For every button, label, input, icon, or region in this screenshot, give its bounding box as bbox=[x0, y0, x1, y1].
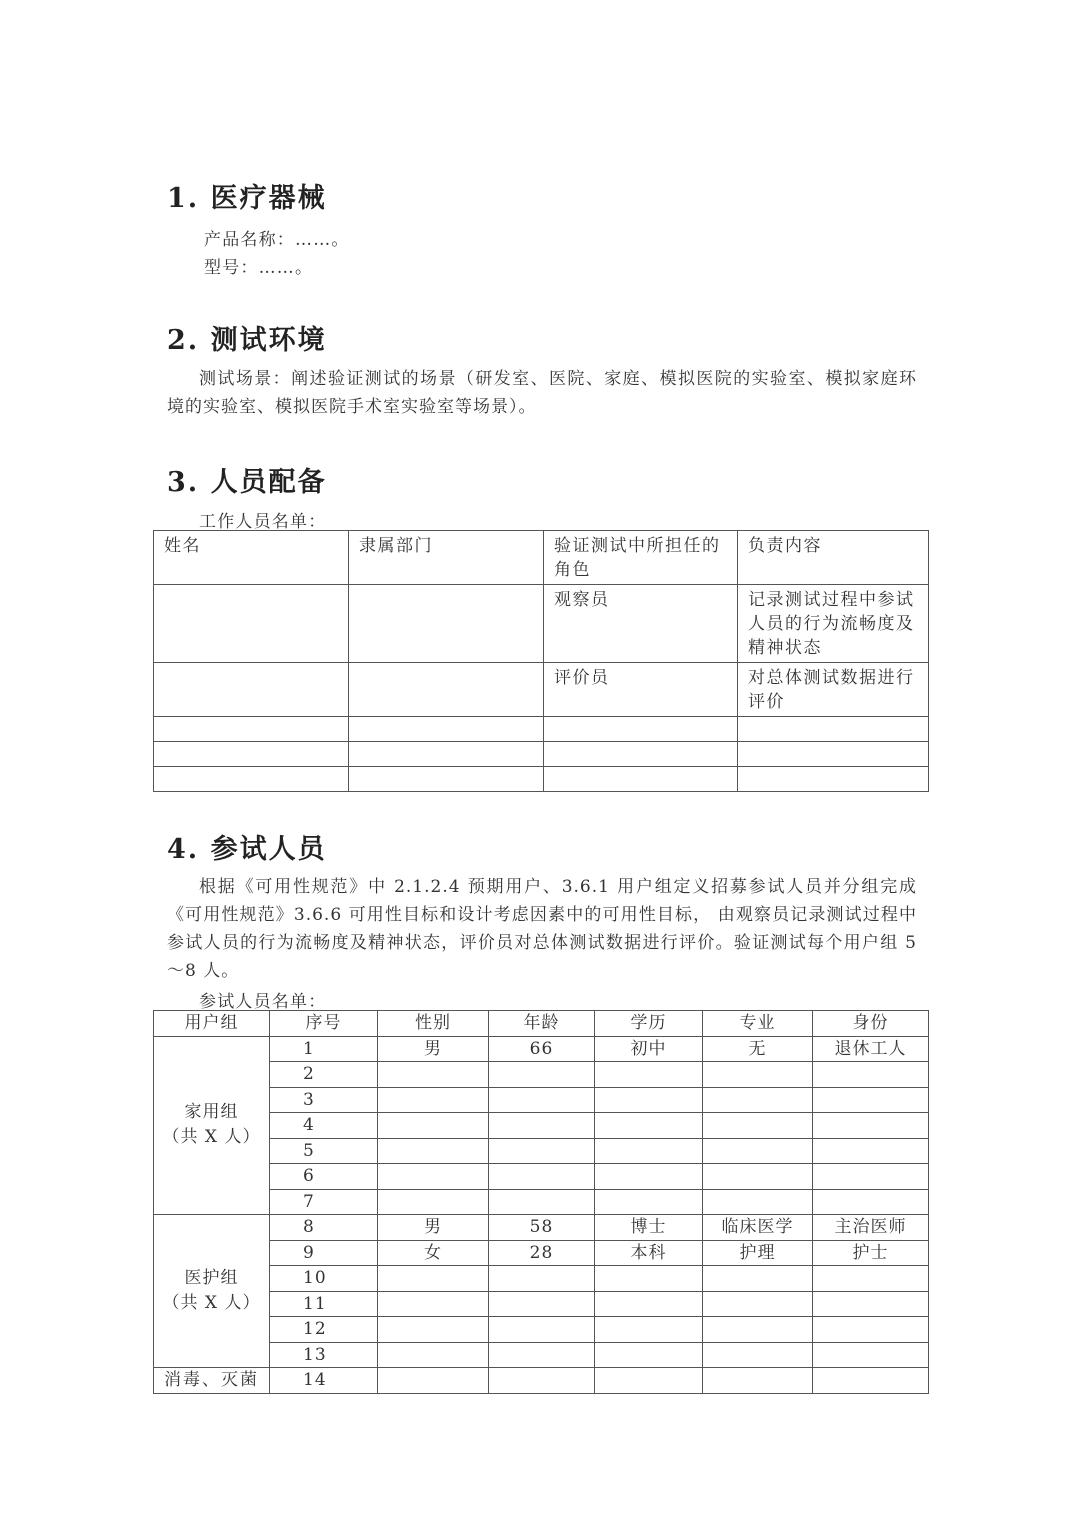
header-cell: 年龄 bbox=[489, 1011, 595, 1037]
cell bbox=[378, 1342, 489, 1368]
table-row bbox=[154, 1164, 929, 1190]
user-group-cell: 消毒、灭菌 bbox=[154, 1368, 270, 1394]
header-cell: 验证测试中所担任的角色 bbox=[544, 531, 738, 585]
heading-medical-device: 1. 医疗器械 bbox=[167, 183, 327, 214]
cell bbox=[489, 1189, 595, 1215]
cell bbox=[813, 1266, 929, 1292]
seq-cell: 7 bbox=[270, 1189, 378, 1215]
cell bbox=[378, 1062, 489, 1088]
cell bbox=[489, 1062, 595, 1088]
cell: 护理 bbox=[703, 1240, 813, 1266]
seq-cell: 2 bbox=[270, 1062, 378, 1088]
cell bbox=[378, 1113, 489, 1139]
cell bbox=[595, 1266, 703, 1292]
cell bbox=[489, 1164, 595, 1190]
cell bbox=[489, 1291, 595, 1317]
header-cell: 性别 bbox=[378, 1011, 489, 1037]
cell bbox=[349, 585, 544, 663]
cell bbox=[349, 767, 544, 792]
product-name-line: 产品名称：……。 bbox=[204, 230, 350, 250]
cell bbox=[489, 1087, 595, 1113]
header-cell: 负责内容 bbox=[738, 531, 929, 585]
table-row bbox=[154, 742, 929, 767]
cell bbox=[595, 1189, 703, 1215]
participants-paragraph: 根据《可用性规范》中 2.1.2.4 预期用户、3.6.1 用户组定义招募参试人员并分组完成《可用性规范》3.6.6 可用性目标和设计考虑因素中的可用性目标， 由观察员记录测试过程中参试人员的行为流畅度及精神状态，评价员对总体测试数据进行评价。验证测试每个用户组 5～8 人。 bbox=[167, 877, 917, 981]
seq-cell: 3 bbox=[270, 1087, 378, 1113]
cell bbox=[703, 1291, 813, 1317]
cell bbox=[154, 585, 349, 663]
cell: 对总体测试数据进行评价 bbox=[738, 663, 929, 717]
table-row bbox=[154, 1266, 929, 1292]
user-group-count: （共 X 人） bbox=[162, 1293, 261, 1313]
table-row bbox=[154, 1368, 929, 1394]
cell: 初中 bbox=[595, 1036, 703, 1062]
cell bbox=[378, 1266, 489, 1292]
participants-list-title: 参试人员名单： bbox=[199, 992, 327, 1012]
heading-test-environment: 2. 测试环境 bbox=[167, 325, 327, 356]
table-row bbox=[154, 1113, 929, 1139]
cell bbox=[595, 1317, 703, 1343]
cell: 护士 bbox=[813, 1240, 929, 1266]
seq-cell: 4 bbox=[270, 1113, 378, 1139]
cell bbox=[703, 1113, 813, 1139]
cell: 记录测试过程中参试人员的行为流畅度及精神状态 bbox=[738, 585, 929, 663]
cell bbox=[813, 1291, 929, 1317]
table-row bbox=[154, 1342, 929, 1368]
seq-cell: 10 bbox=[270, 1266, 378, 1292]
header-cell: 姓名 bbox=[154, 531, 349, 585]
cell bbox=[595, 1342, 703, 1368]
cell bbox=[489, 1138, 595, 1164]
participants-table-body bbox=[154, 1036, 929, 1393]
seq-cell: 9 bbox=[270, 1240, 378, 1266]
heading-staffing: 3. 人员配备 bbox=[167, 467, 327, 498]
cell bbox=[813, 1087, 929, 1113]
seq-cell: 13 bbox=[270, 1342, 378, 1368]
cell bbox=[378, 1138, 489, 1164]
cell bbox=[349, 663, 544, 717]
table-row bbox=[154, 1215, 929, 1241]
table-row bbox=[154, 767, 929, 792]
cell bbox=[489, 1317, 595, 1343]
cell bbox=[378, 1317, 489, 1343]
cell bbox=[703, 1266, 813, 1292]
table-row bbox=[154, 1291, 929, 1317]
cell bbox=[703, 1138, 813, 1164]
cell bbox=[349, 717, 544, 742]
cell bbox=[595, 1164, 703, 1190]
cell: 临床医学 bbox=[703, 1215, 813, 1241]
cell bbox=[813, 1189, 929, 1215]
cell: 主治医师 bbox=[813, 1215, 929, 1241]
cell bbox=[154, 742, 349, 767]
cell bbox=[378, 1291, 489, 1317]
cell bbox=[703, 1087, 813, 1113]
participants-table-header bbox=[154, 1011, 929, 1037]
environment-paragraph: 测试场景：阐述验证测试的场景（研发室、医院、家庭、模拟医院的实验室、模拟家庭环境的实验室、模拟医院手术室实验室等场景）。 bbox=[167, 369, 917, 417]
table-row bbox=[154, 1317, 929, 1343]
participants-table bbox=[153, 1010, 929, 1394]
staff-table-header bbox=[154, 531, 929, 585]
seq-cell: 11 bbox=[270, 1291, 378, 1317]
cell bbox=[813, 1138, 929, 1164]
cell: 58 bbox=[489, 1215, 595, 1241]
cell: 28 bbox=[489, 1240, 595, 1266]
seq-cell: 6 bbox=[270, 1164, 378, 1190]
cell: 本科 bbox=[595, 1240, 703, 1266]
cell bbox=[595, 1138, 703, 1164]
seq-cell: 5 bbox=[270, 1138, 378, 1164]
header-cell: 序号 bbox=[270, 1011, 378, 1037]
cell bbox=[489, 1342, 595, 1368]
cell bbox=[154, 663, 349, 717]
header-cell: 用户组 bbox=[154, 1011, 270, 1037]
cell bbox=[595, 1062, 703, 1088]
cell bbox=[544, 742, 738, 767]
cell bbox=[703, 1317, 813, 1343]
table-row bbox=[154, 1036, 929, 1062]
cell bbox=[813, 1164, 929, 1190]
seq-cell: 12 bbox=[270, 1317, 378, 1343]
cell: 观察员 bbox=[544, 585, 738, 663]
cell bbox=[813, 1317, 929, 1343]
seq-cell: 8 bbox=[270, 1215, 378, 1241]
cell bbox=[813, 1113, 929, 1139]
cell bbox=[738, 742, 929, 767]
cell bbox=[703, 1342, 813, 1368]
header-cell: 专业 bbox=[703, 1011, 813, 1037]
header-cell: 学历 bbox=[595, 1011, 703, 1037]
cell bbox=[544, 717, 738, 742]
table-row bbox=[154, 717, 929, 742]
cell: 女 bbox=[378, 1240, 489, 1266]
table-row bbox=[154, 1189, 929, 1215]
staff-table bbox=[153, 530, 929, 792]
cell bbox=[489, 1266, 595, 1292]
user-group-name: 家用组 bbox=[184, 1102, 239, 1123]
cell bbox=[378, 1189, 489, 1215]
cell bbox=[378, 1087, 489, 1113]
cell bbox=[595, 1291, 703, 1317]
seq-cell: 14 bbox=[270, 1368, 378, 1394]
user-group-cell bbox=[154, 1036, 270, 1215]
cell: 66 bbox=[489, 1036, 595, 1062]
cell bbox=[378, 1368, 489, 1394]
user-group-name: 医护组 bbox=[184, 1268, 239, 1288]
cell bbox=[154, 767, 349, 792]
staff-list-title: 工作人员名单： bbox=[199, 512, 327, 532]
cell bbox=[703, 1062, 813, 1088]
cell bbox=[703, 1164, 813, 1190]
cell bbox=[349, 742, 544, 767]
cell bbox=[703, 1189, 813, 1215]
header-cell: 隶属部门 bbox=[349, 531, 544, 585]
table-row bbox=[154, 1138, 929, 1164]
cell bbox=[595, 1113, 703, 1139]
user-group-count: （共 X 人） bbox=[162, 1127, 261, 1148]
cell: 退休工人 bbox=[813, 1036, 929, 1062]
seq-cell: 1 bbox=[270, 1036, 378, 1062]
cell bbox=[595, 1368, 703, 1394]
header-cell: 身份 bbox=[813, 1011, 929, 1037]
cell bbox=[813, 1368, 929, 1394]
cell bbox=[738, 717, 929, 742]
cell bbox=[544, 767, 738, 792]
cell: 男 bbox=[378, 1036, 489, 1062]
cell bbox=[738, 767, 929, 792]
cell: 男 bbox=[378, 1215, 489, 1241]
cell bbox=[595, 1087, 703, 1113]
cell bbox=[813, 1342, 929, 1368]
cell: 评价员 bbox=[544, 663, 738, 717]
table-row bbox=[154, 1087, 929, 1113]
heading-participants: 4. 参试人员 bbox=[167, 834, 327, 865]
cell bbox=[813, 1062, 929, 1088]
model-line: 型号：……。 bbox=[204, 258, 314, 278]
cell bbox=[489, 1113, 595, 1139]
table-row bbox=[154, 1062, 929, 1088]
table-row bbox=[154, 1240, 929, 1266]
cell: 无 bbox=[703, 1036, 813, 1062]
cell: 博士 bbox=[595, 1215, 703, 1241]
cell bbox=[378, 1164, 489, 1190]
cell bbox=[154, 717, 349, 742]
cell bbox=[489, 1368, 595, 1394]
user-group-cell bbox=[154, 1215, 270, 1368]
cell bbox=[703, 1368, 813, 1394]
table-row bbox=[154, 585, 929, 663]
table-row bbox=[154, 663, 929, 717]
